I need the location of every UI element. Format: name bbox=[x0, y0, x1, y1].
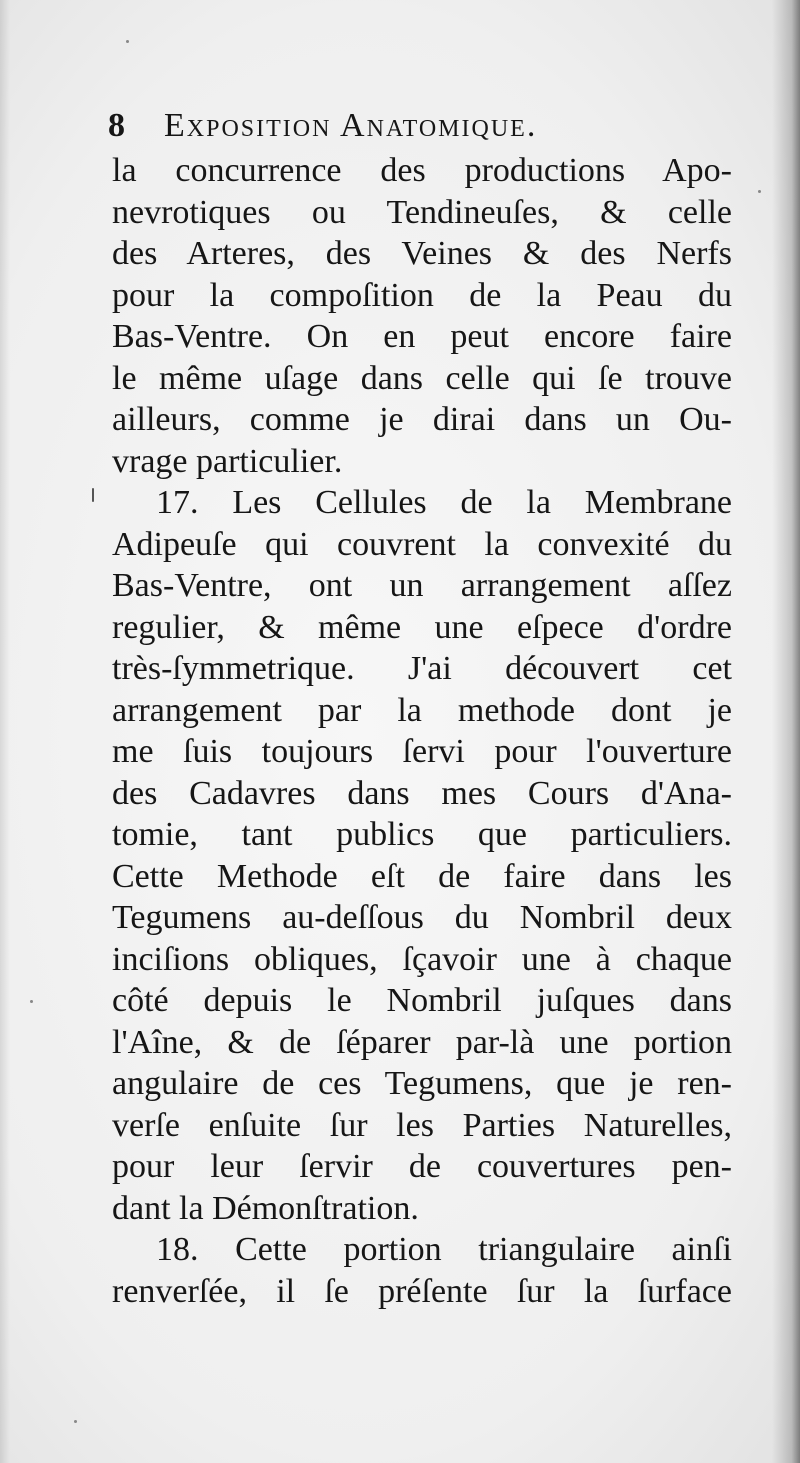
text-line: l'Aîne, & de ſéparer par-là une portion bbox=[112, 1023, 732, 1061]
running-header bbox=[108, 104, 728, 148]
text-line: pour leur ſervir de couvertures pen- bbox=[112, 1148, 732, 1185]
running-title: Exposition Anatomique. bbox=[164, 107, 538, 144]
page-gutter-shadow bbox=[772, 0, 800, 1463]
text-line: nevrotiques ou Tendineuſes, & celle bbox=[112, 193, 732, 231]
text-line: Adipeuſe qui couvrent la convexité du bbox=[112, 525, 732, 563]
text-line: regulier, & même une eſpece d'ordre bbox=[112, 608, 732, 646]
text-line: me ſuis toujours ſervi pour l'ouverture bbox=[112, 733, 732, 770]
paper-speck bbox=[758, 190, 761, 193]
text-line: côté depuis le Nombril juſques dans bbox=[112, 982, 732, 1019]
text-line: vrage particulier. bbox=[112, 442, 343, 480]
page-number: 8 bbox=[108, 107, 126, 144]
text-line: Cette Methode eſt de faire dans les bbox=[112, 857, 732, 895]
text-line: ailleurs, comme je dirai dans un Ou- bbox=[112, 401, 732, 438]
text-line: inciſions obliques, ſçavoir une à chaque bbox=[112, 940, 732, 978]
text-line: Tegumens au-deſſous du Nombril deux bbox=[112, 899, 732, 936]
paragraph-18-start: 18. Cette portion triangulaire ainſi bbox=[156, 1231, 732, 1268]
text-line: très-ſymmetrique. J'ai découvert cet bbox=[112, 650, 732, 687]
paragraph-17-start: 17. Les Cellules de la Membrane bbox=[156, 484, 732, 521]
paper-mark bbox=[92, 488, 94, 502]
text-line: angulaire de ces Tegumens, que je ren- bbox=[112, 1065, 732, 1102]
text-line: le même uſage dans celle qui ſe trouve bbox=[112, 359, 732, 397]
text-line: renverſée, il ſe préſente ſur la ſurface bbox=[112, 1272, 732, 1310]
text-line: Bas-Ventre. On en peut encore faire bbox=[112, 318, 732, 355]
text-line: arrangement par la methode dont je bbox=[112, 691, 732, 729]
text-line: la concurrence des productions Apo- bbox=[112, 152, 732, 189]
paper-speck bbox=[74, 1420, 77, 1423]
text-line: pour la compoſition de la Peau du bbox=[112, 276, 732, 314]
text-line: verſe enſuite ſur les Parties Naturelles, bbox=[112, 1106, 732, 1144]
paper-speck bbox=[126, 40, 129, 43]
text-line: des Cadavres dans mes Cours d'Ana- bbox=[112, 774, 732, 812]
paper-speck bbox=[30, 1000, 33, 1003]
text-line: dant la Démonſtration. bbox=[112, 1189, 419, 1227]
text-line: des Arteres, des Veines & des Nerfs bbox=[112, 235, 732, 272]
page-left-edge-shadow bbox=[0, 0, 10, 1463]
text-line: tomie, tant publics que particuliers. bbox=[112, 816, 732, 853]
text-line: Bas-Ventre, ont un arrangement aſſez bbox=[112, 567, 732, 604]
body-text bbox=[112, 150, 732, 1312]
